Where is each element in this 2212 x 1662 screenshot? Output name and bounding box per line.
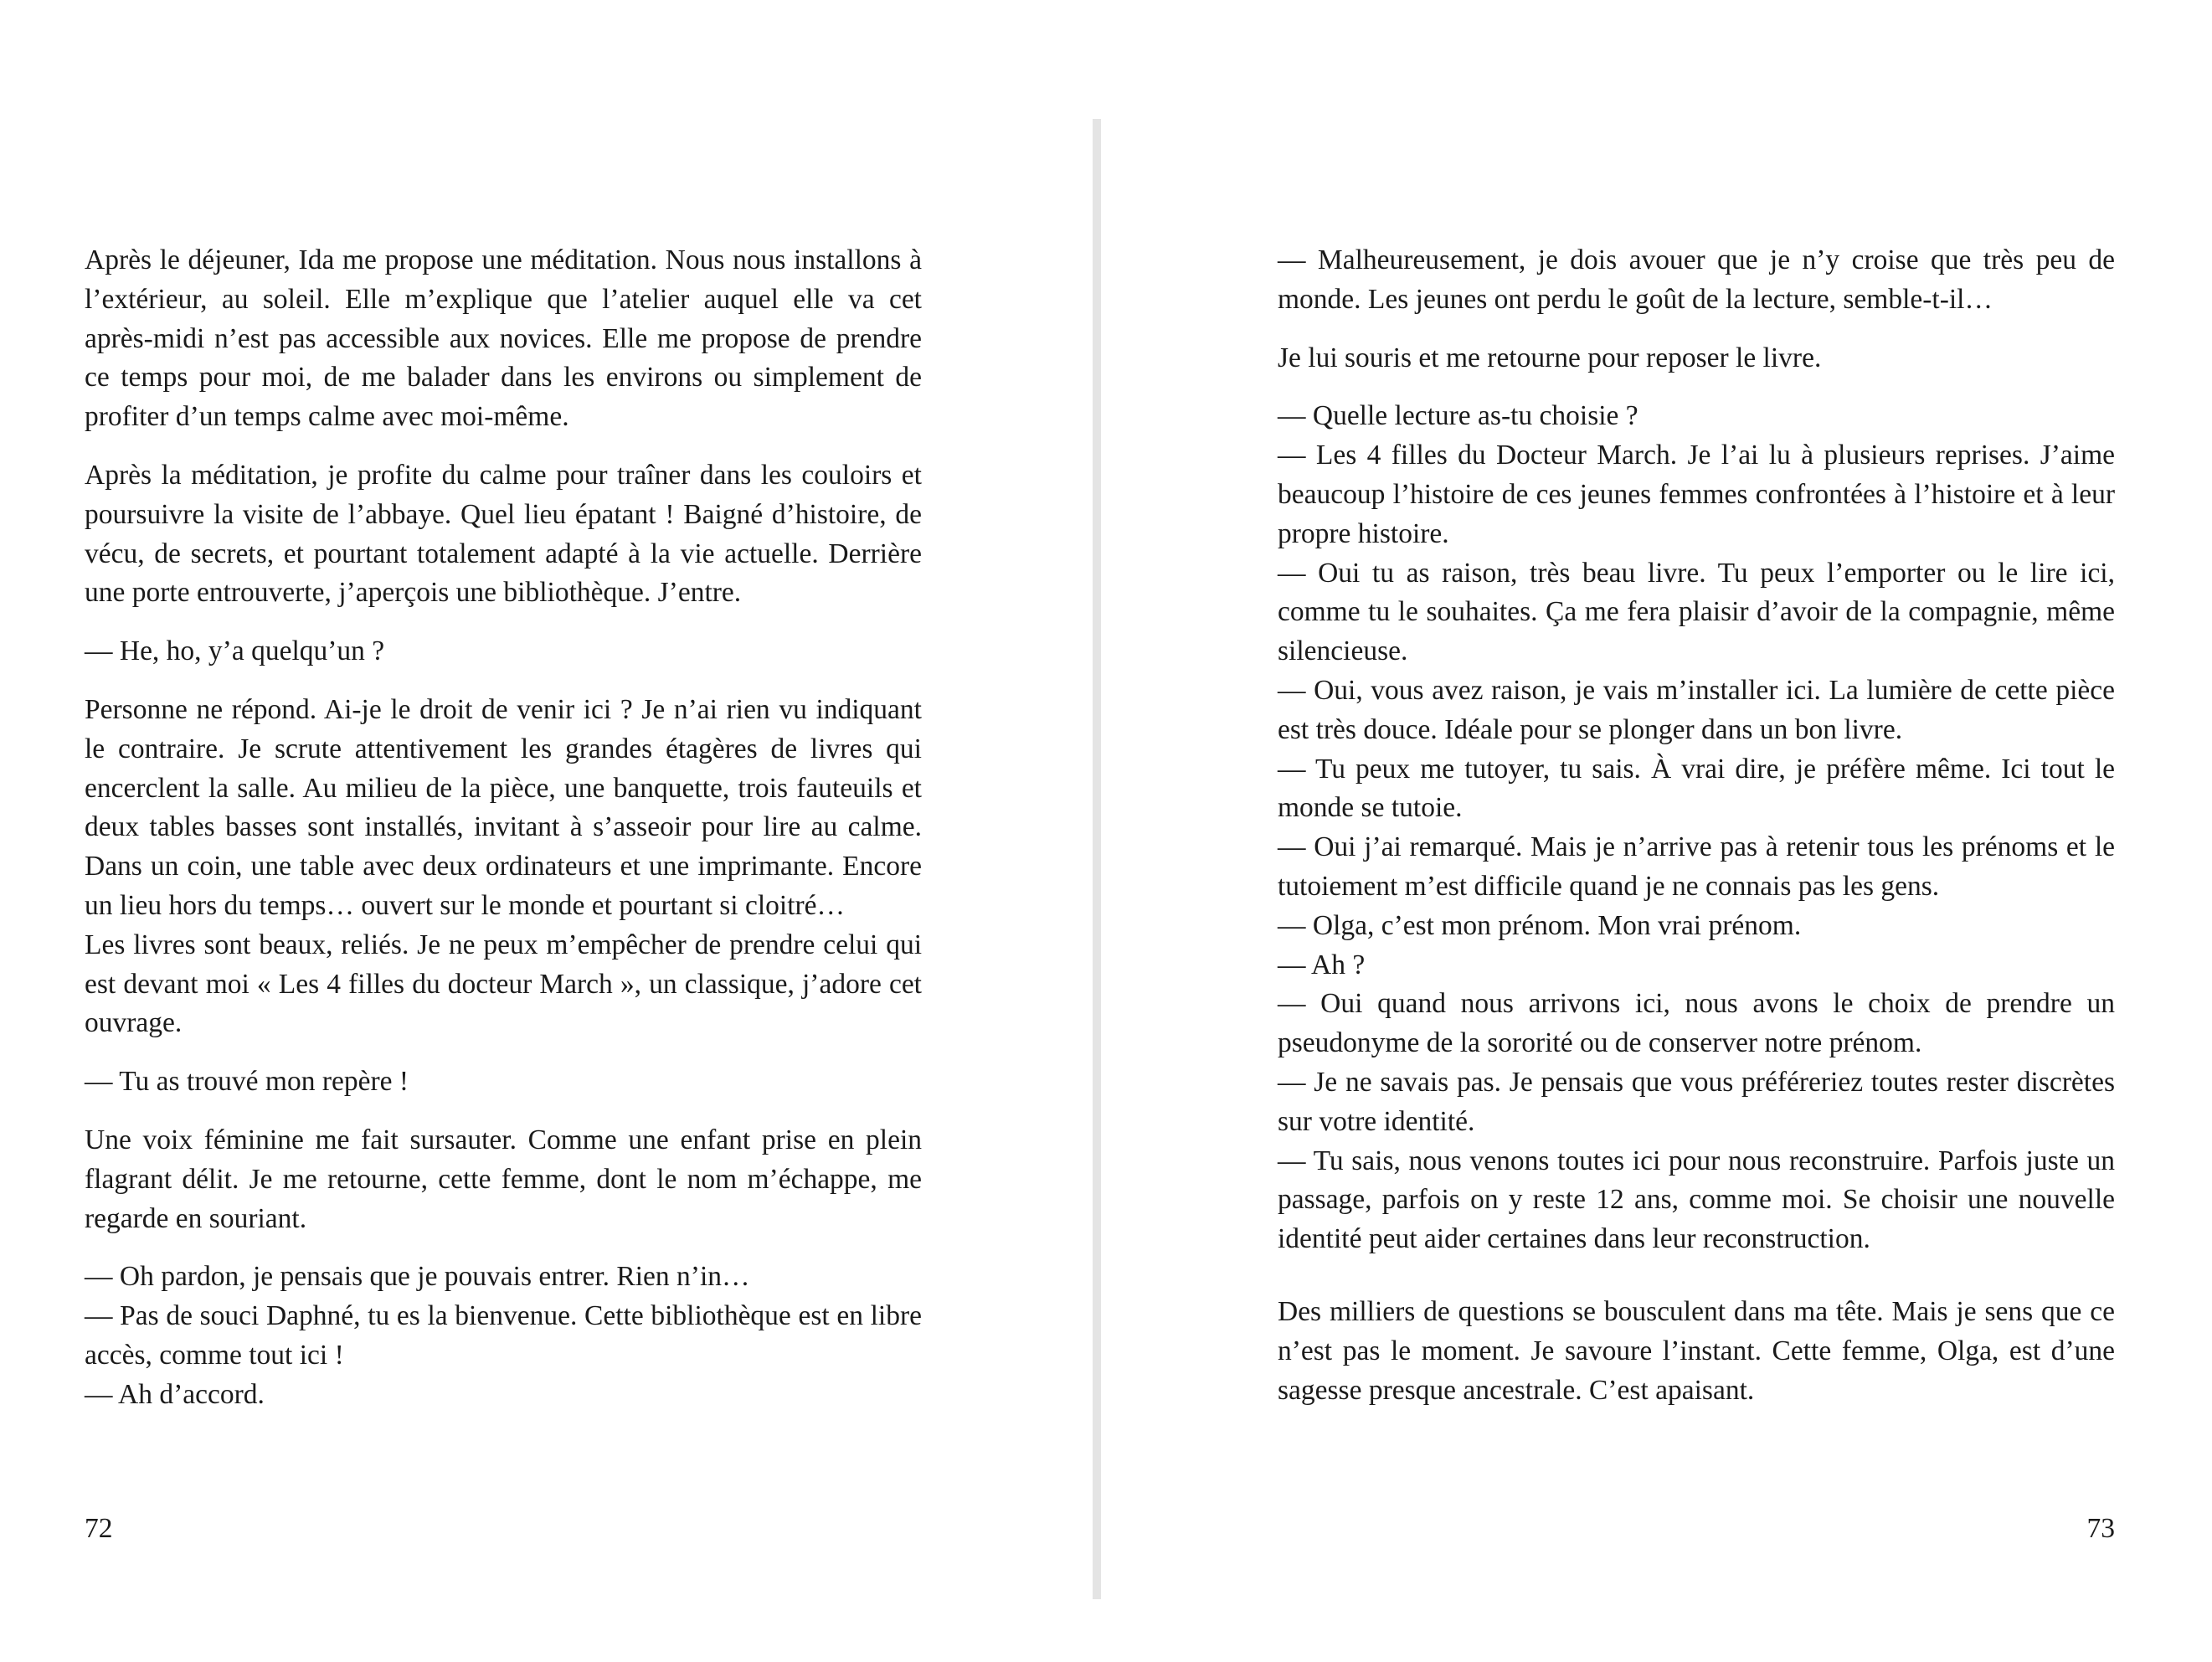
dialogue-line: — Tu as trouvé mon repère !: [85, 1066, 409, 1098]
dialogue-block: — Quelle lecture as-tu choisie ? — Les 4 filles du Docteur March. Je l’ai lu à plusieurs reprises. J’aime beaucoup l’histoire de ces jeunes femmes confrontées à l’histoire et à leur propre histoire. — Oui tu as raison, très beau livre. Tu peux l’emporter ou le lire ici, comme tu le souhaites. Ça me fera plaisir d’avoir de la compagnie, même silencieuse. — Oui, vous avez raison, je vais m’installer ici. La lumière de cette pièce est très douce. Idéale pour se plonger dans un bon livre. — Tu peux me tutoyer, tu sais. À vrai dire, je préfère même. Ici tout le monde se tutoie. — Oui j’ai remarqué. Mais je n’arrive pas à retenir tous les prénoms et le tutoiement m’est difficile quand je ne connais pas les gens. — Olga, c’est mon prénom. Mon vrai prénom. — Ah ? — Oui quand nous arrivons ici, nous avons le choix de prendre un pseudonyme de la sororité ou de conserver notre prénom. — Je ne savais pas. Je pensais que vous préféreriez toutes rester discrètes sur votre identité. — Tu sais, nous venons toutes ici pour nous reconstruire. Parfois juste un passage, parfois on y reste 12 ans, comme moi. Se choisir une nouvelle identité peut aider certaines dans leur reconstruction.: [1278, 400, 2115, 1255]
right-page: [1278, 241, 2115, 1429]
dialogue-block: — Oh pardon, je pensais que je pouvais entrer. Rien n’in… — Pas de souci Daphné, tu es la bienvenue. Cette bibliothèque est en libre accès, comme tout ici ! — Ah d’accord.: [85, 1261, 922, 1410]
paragraph: Après la méditation, je profite du calme pour traîner dans les couloirs et poursuivre la visite de l’abbaye. Quel lieu épatant ! Baigné d’histoire, de vécu, de secrets, et pourtant totalement adapté à la vie actuelle. Derrière une porte entrouverte, j’aperçois une bibliothèque. J’entre.: [85, 459, 922, 609]
paragraph: Je lui souris et me retourne pour reposer le livre.: [1278, 342, 1822, 373]
left-page: [85, 241, 922, 1434]
page-number-left: 72: [85, 1513, 113, 1544]
paragraph: Après le déjeuner, Ida me propose une méditation. Nous nous installons à l’extérieur, au soleil. Elle m’explique que l’atelier auquel elle va cet après-midi n’est pas accessible aux novices. Elle me propose de prendre ce temps pour moi, de me balader dans les environs ou simplement de profiter d’un temps calme avec moi-même.: [85, 244, 922, 433]
dialogue-line: — Malheureusement, je dois avouer que je n’y croise que très peu de monde. Les jeunes ont perdu le goût de la lecture, semble-t-il…: [1278, 244, 2115, 315]
dialogue-line: — He, ho, y’a quelqu’un ?: [85, 635, 385, 667]
paragraph: Des milliers de questions se bousculent dans ma tête. Mais je sens que ce n’est pas le moment. Je savoure l’instant. Cette femme, Olga, est d’une sagesse presque ancestrale. C’est apaisant.: [1278, 1295, 2115, 1406]
page-number-right: 73: [2086, 1513, 2115, 1544]
paragraph: Personne ne répond. Ai-je le droit de venir ici ? Je n’ai rien vu indiquant le contraire. Je scrute attentivement les grandes étagères de livres qui encerclent la salle. Au milieu de la pièce, une banquette, trois fauteuils et deux tables basses sont installés, invitant à s’asseoir pour lire au calme. Dans un coin, une table avec deux ordinateurs et une imprimante. Encore un lieu hors du temps… ouvert sur le monde et pourtant si cloitré… Les livres sont beaux, reliés. Je ne peux m’empêcher de prendre celui qui est devant moi « Les 4 filles du docteur March », un classique, j’adore cet ouvrage.: [85, 693, 922, 1039]
page-gutter: [1093, 119, 1101, 1599]
paragraph: Une voix féminine me fait sursauter. Comme une enfant prise en plein flagrant délit. Je me retourne, cette femme, dont le nom m’échappe, me regarde en souriant.: [85, 1124, 922, 1234]
